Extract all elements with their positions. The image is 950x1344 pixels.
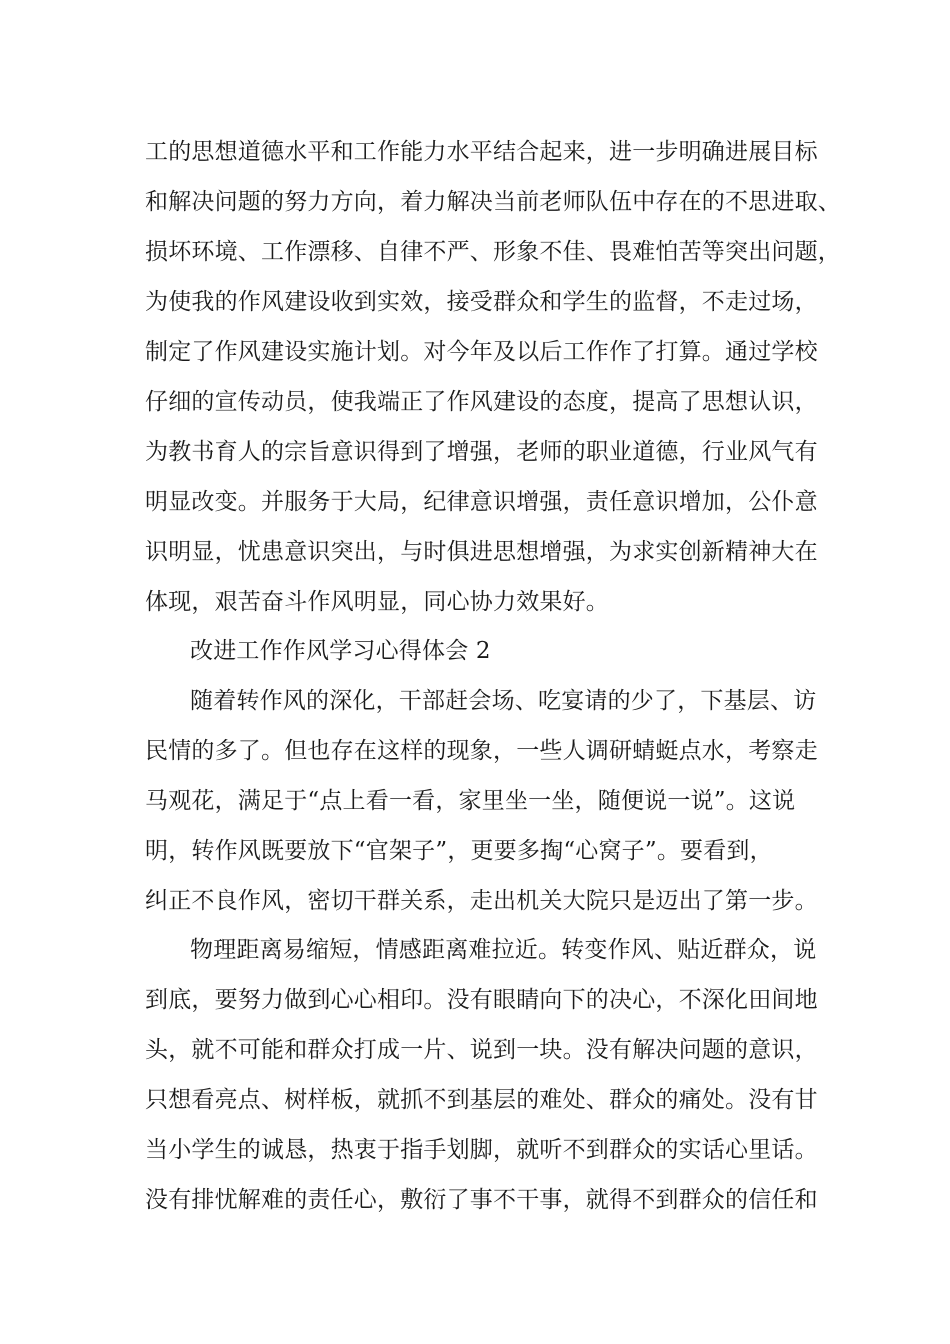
paragraph-line: 仔细的宣传动员，使我端正了作风建设的态度，提高了思想认识， (145, 389, 818, 415)
paragraph-line: 为使我的作风建设收到实效，接受群众和学生的监督，不走过场， (145, 289, 818, 315)
paragraph-line: 明显改变。并服务于大局，纪律意识增强，责任意识增加，公仆意 (145, 489, 818, 515)
paragraph-line: 损坏环境、工作漂移、自律不严、形象不佳、畏难怕苦等突出问题， (145, 239, 841, 265)
paragraph-line: 到底，要努力做到心心相印。没有眼睛向下的决心，不深化田间地 (145, 987, 818, 1013)
paragraph-line: 纠正不良作风，密切干群关系，走出机关大院只是迈出了第一步。 (145, 888, 818, 914)
paragraph-line: 没有排忧解难的责任心，敷衍了事不干事，就得不到群众的信任和 (145, 1187, 818, 1213)
paragraph-line: 只想看亮点、树样板，就抓不到基层的难处、群众的痛处。没有甘 (145, 1087, 818, 1113)
paragraph-line: 随着转作风的深化，干部赶会场、吃宴请的少了，下基层、访 (190, 688, 817, 714)
paragraph-line: 识明显，忧患意识突出，与时俱进思想增强，为求实创新精神大在 (145, 539, 818, 565)
paragraph-line: 当小学生的诚恳，热衷于指手划脚，就听不到群众的实话心里话。 (145, 1137, 818, 1163)
paragraph-line: 和解决问题的努力方向，着力解决当前老师队伍中存在的不思进取、 (145, 189, 841, 215)
paragraph-line: 民情的多了。但也存在这样的现象，一些人调研蜻蜓点水，考察走 (145, 738, 818, 764)
paragraph-line: 明，转作风既要放下“官架子”，更要多掏“心窝子”。要看到， (145, 838, 773, 864)
paragraph-line: 物理距离易缩短，情感距离难拉近。转变作风、贴近群众，说 (190, 937, 817, 963)
paragraph-line: 头，就不可能和群众打成一片、说到一块。没有解决问题的意识， (145, 1037, 818, 1063)
paragraph-line: 体现，艰苦奋斗作风明显，同心协力效果好。 (145, 589, 609, 615)
section-heading: 改进工作作风学习心得体会 2 (190, 638, 491, 664)
paragraph-line: 制定了作风建设实施计划。对今年及以后工作作了打算。通过学校 (145, 339, 818, 365)
paragraph-line: 工的思想道德水平和工作能力水平结合起来，进一步明确进展目标 (145, 139, 818, 165)
paragraph-line: 为教书育人的宗旨意识得到了增强，老师的职业道德，行业风气有 (145, 439, 818, 465)
paragraph-line: 马观花，满足于“点上看一看，家里坐一坐，随便说一说”。这说 (145, 788, 796, 814)
